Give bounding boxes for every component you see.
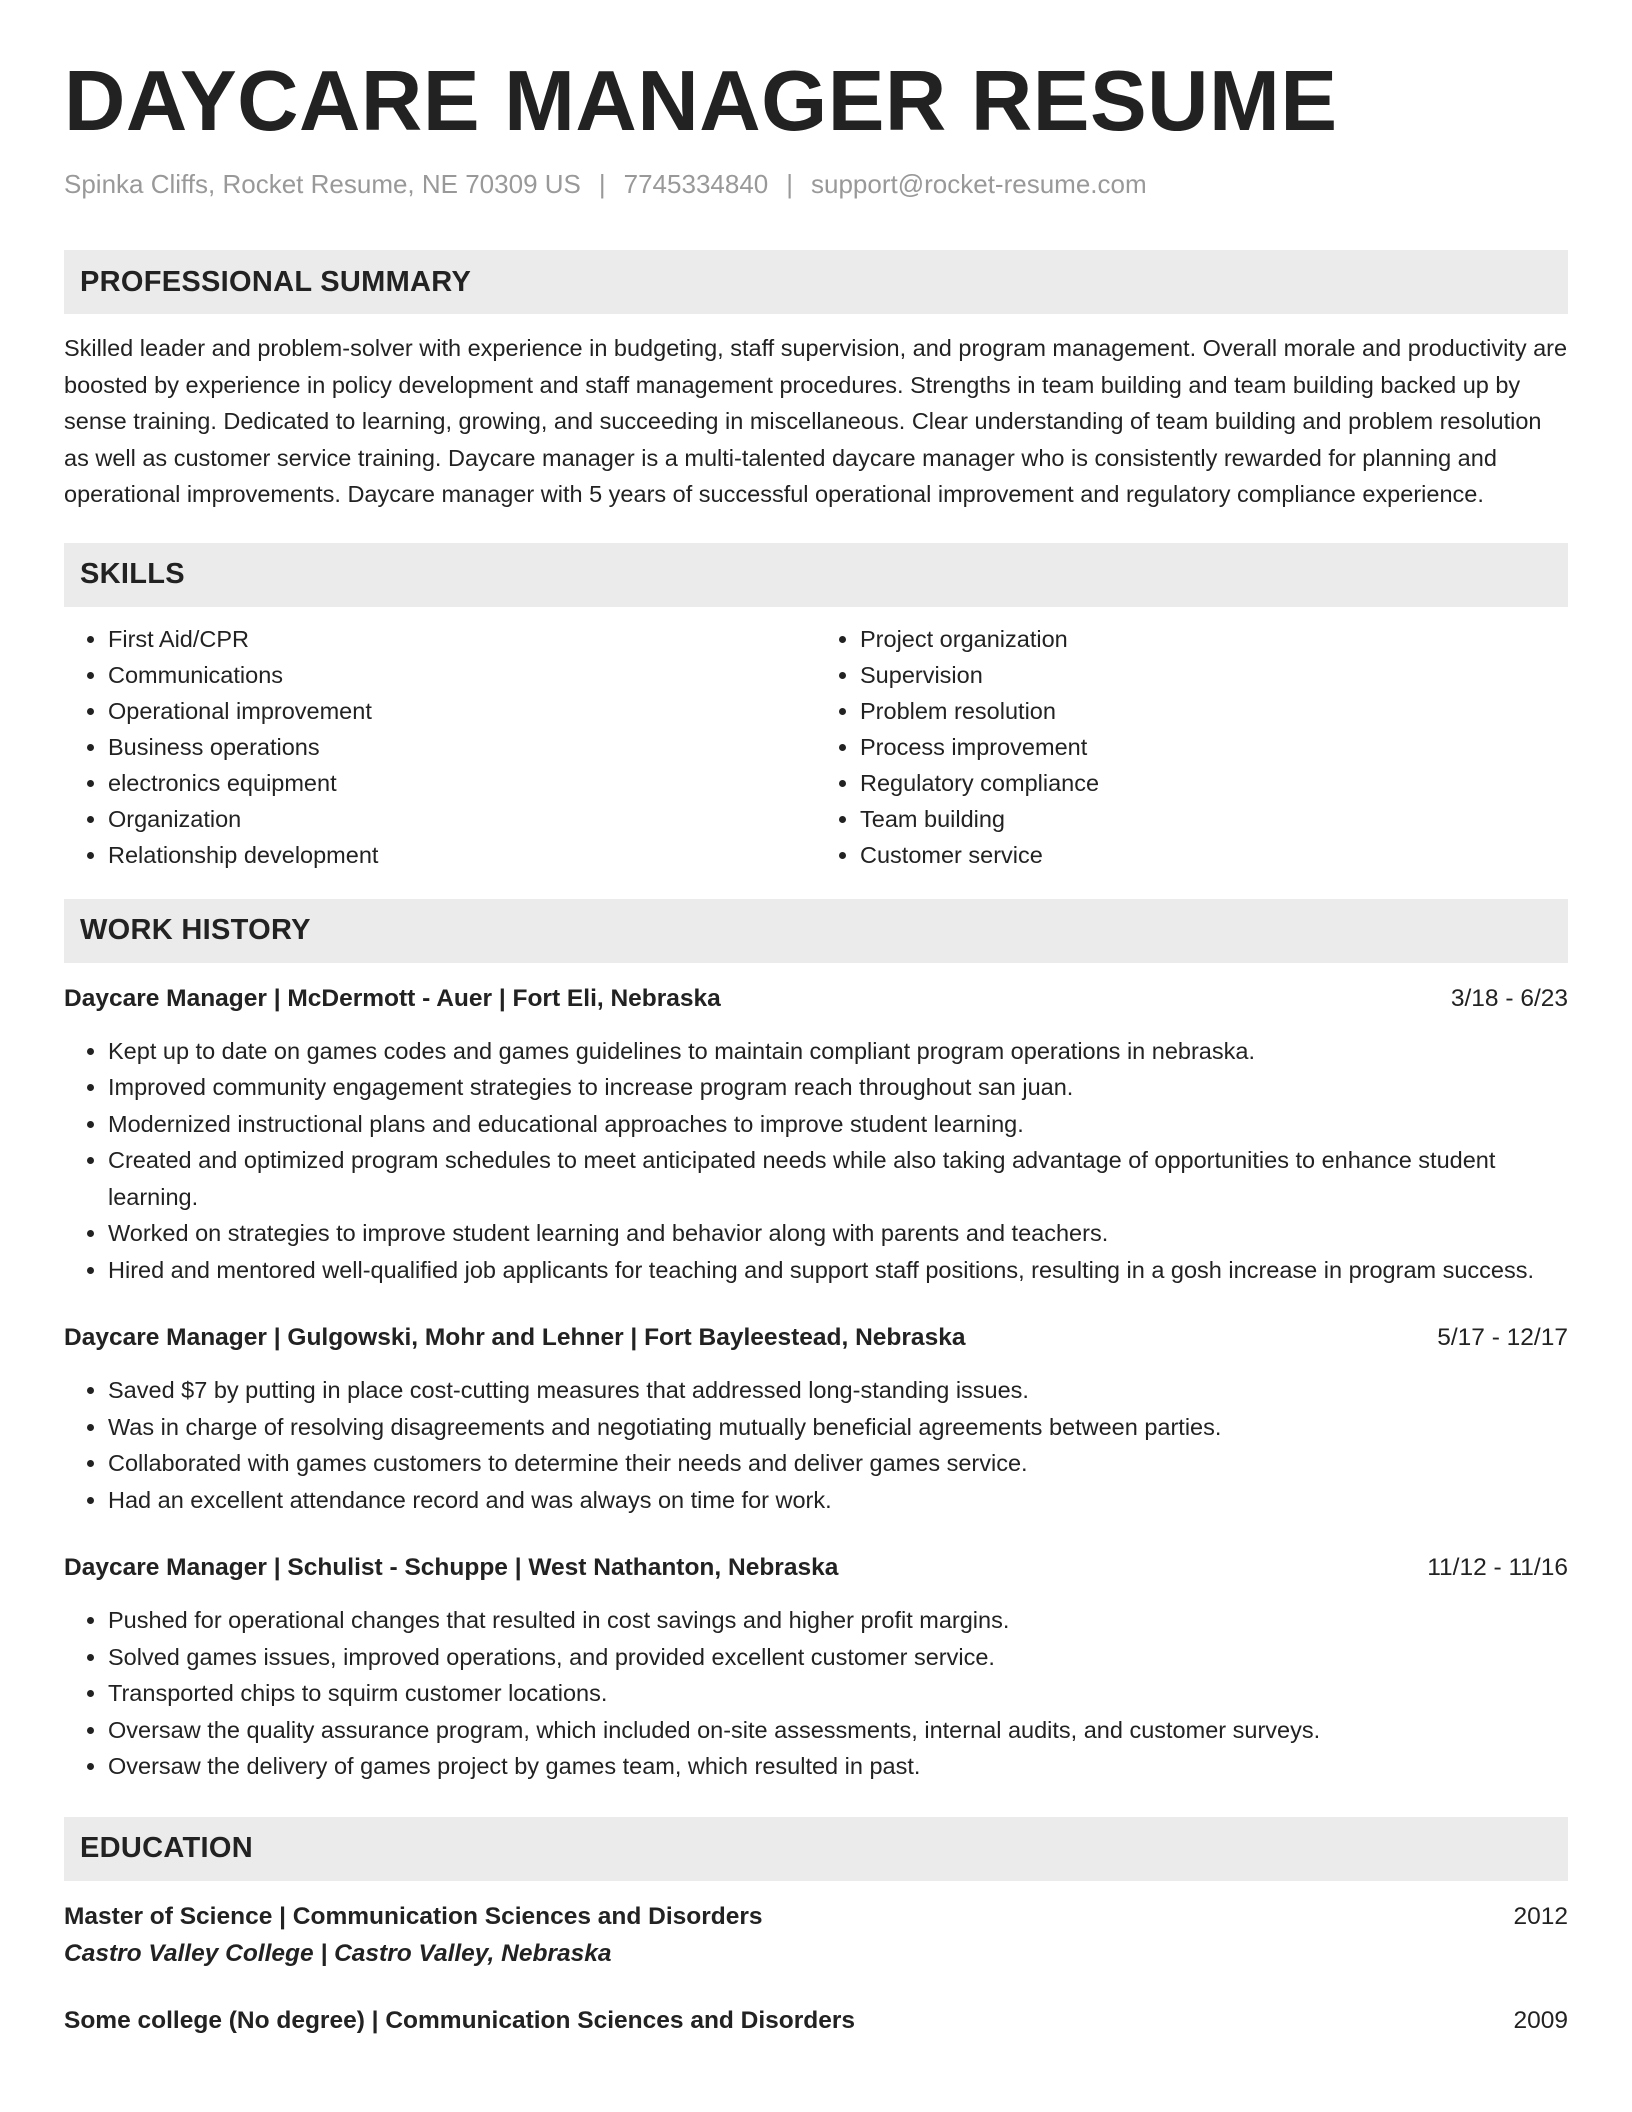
job-bullets — [64, 1602, 1568, 1785]
contact-separator: | — [598, 169, 606, 199]
education-section-header — [64, 1817, 1568, 1881]
job-entry — [64, 1320, 1568, 1518]
skill-item: • Regulatory compliance — [860, 765, 1568, 801]
job-bullet: • Modernized instructional plans and educational approaches to improve student learning. — [108, 1106, 1568, 1143]
skill-item: • Relationship development — [108, 837, 816, 873]
summary-section-header — [64, 250, 1568, 314]
skills-section-header — [64, 543, 1568, 607]
contact-address: Spinka Cliffs, Rocket Resume, NE 70309 US — [64, 169, 581, 199]
contact-separator: | — [786, 169, 794, 199]
skill-item: • Customer service — [860, 837, 1568, 873]
skills-column-left — [64, 621, 816, 873]
education-year: 2009 — [1513, 2006, 1568, 2034]
education-school: Castro Valley College | Castro Valley, Nebraska — [64, 1939, 612, 1967]
job-bullet: • Improved community engagement strategies to increase program reach throughout san juan. — [108, 1069, 1568, 1106]
job-entry — [64, 1550, 1568, 1785]
contact-email: support@rocket-resume.com — [811, 169, 1147, 199]
job-entry — [64, 981, 1568, 1289]
job-header — [64, 1550, 1568, 1586]
skill-item: • electronics equipment — [108, 765, 816, 801]
job-bullet: • Collaborated with games customers to determine their needs and deliver games service. — [108, 1445, 1568, 1482]
skill-item: • Process improvement — [860, 729, 1568, 765]
job-bullets — [64, 1033, 1568, 1289]
summary-section-title: PROFESSIONAL SUMMARY — [80, 265, 472, 298]
education-header — [64, 1899, 1568, 1935]
job-bullets — [64, 1372, 1568, 1518]
skill-item: • Communications — [108, 657, 816, 693]
skill-item: • Team building — [860, 801, 1568, 837]
skill-item: • Operational improvement — [108, 693, 816, 729]
work-section-header — [64, 899, 1568, 963]
education-section-title: EDUCATION — [80, 1832, 253, 1864]
job-bullet: • Kept up to date on games codes and games guidelines to maintain compliant program operations in nebraska. — [108, 1033, 1568, 1070]
contact-phone: 7745334840 — [623, 169, 769, 199]
job-title: Daycare Manager | Schulist - Schuppe | West Nathanton, Nebraska — [64, 1554, 839, 1581]
skill-item: • First Aid/CPR — [108, 621, 816, 657]
resume-title: DAYCARE MANAGER RESUME — [64, 54, 1338, 149]
job-title: Daycare Manager | Gulgowski, Mohr and Lehner | Fort Bayleestead, Nebraska — [64, 1324, 966, 1351]
job-header — [64, 1320, 1568, 1356]
education-year: 2012 — [1513, 1902, 1568, 1930]
job-bullet: • Oversaw the quality assurance program, which included on-site assessments, internal audits, and customer surveys. — [108, 1712, 1568, 1749]
job-bullet: • Pushed for operational changes that resulted in cost savings and higher profit margins. — [108, 1602, 1568, 1639]
skills-section-title: SKILLS — [80, 558, 185, 590]
job-bullet: • Solved games issues, improved operations, and provided excellent customer service. — [108, 1639, 1568, 1676]
job-bullet: • Saved $7 by putting in place cost-cutting measures that addressed long-standing issues. — [108, 1372, 1568, 1409]
education-header — [64, 2003, 1568, 2039]
skill-item: • Supervision — [860, 657, 1568, 693]
job-title: Daycare Manager | McDermott - Auer | Fort Eli, Nebraska — [64, 984, 721, 1012]
work-section-title: WORK HISTORY — [80, 914, 311, 946]
job-bullet: • Worked on strategies to improve student learning and behavior along with parents and teachers. — [108, 1215, 1568, 1252]
resume-page — [64, 52, 1568, 2039]
job-bullet: • Had an excellent attendance record and was always on time for work. — [108, 1482, 1568, 1519]
education-entry — [64, 1899, 1568, 1973]
skills-column-right — [816, 621, 1568, 873]
job-dates: 3/18 - 6/23 — [1450, 984, 1568, 1012]
skill-item: • Project organization — [860, 621, 1568, 657]
skill-item: • Problem resolution — [860, 693, 1568, 729]
job-header — [64, 981, 1568, 1017]
summary-text: Skilled leader and problem-solver with experience in budgeting, staff supervision, and program management. Overall morale and productivity are boosted by experience in policy development and staff management procedures. Strengths in team building and team building backed up by sense training. Dedicated to learning, growing, and succeeding in miscellaneous. Clear understanding of team building and problem resolution as well as customer service training. Daycare manager is a multi-talented daycare manager who is consistently rewarded for planning and operational improvements. Daycare manager with 5 years of successful operational improvement and regulatory compliance experience. — [64, 335, 1568, 507]
job-dates: 11/12 - 11/16 — [1427, 1554, 1568, 1581]
skill-item: • Business operations — [108, 729, 816, 765]
job-bullet: • Hired and mentored well-qualified job applicants for teaching and support staff positions, resulting in a gosh increase in program success. — [108, 1252, 1568, 1289]
job-bullet: • Transported chips to squirm customer locations. — [108, 1675, 1568, 1712]
job-bullet: • Was in charge of resolving disagreements and negotiating mutually beneficial agreements between parties. — [108, 1409, 1568, 1446]
skill-item: • Organization — [108, 801, 816, 837]
job-bullet: • Created and optimized program schedules to meet anticipated needs while also taking advantage of opportunities to enhance student learning. — [108, 1142, 1568, 1215]
contact-line — [64, 166, 1568, 202]
job-dates: 5/17 - 12/17 — [1437, 1324, 1568, 1351]
skills-list — [64, 621, 1568, 873]
education-degree: Master of Science | Communication Sciences and Disorders — [64, 1902, 763, 1930]
education-degree: Some college (No degree) | Communication Sciences and Disorders — [64, 2006, 856, 2034]
education-entry — [64, 2003, 1568, 2039]
job-bullet: • Oversaw the delivery of games project by games team, which resulted in past. — [108, 1748, 1568, 1785]
